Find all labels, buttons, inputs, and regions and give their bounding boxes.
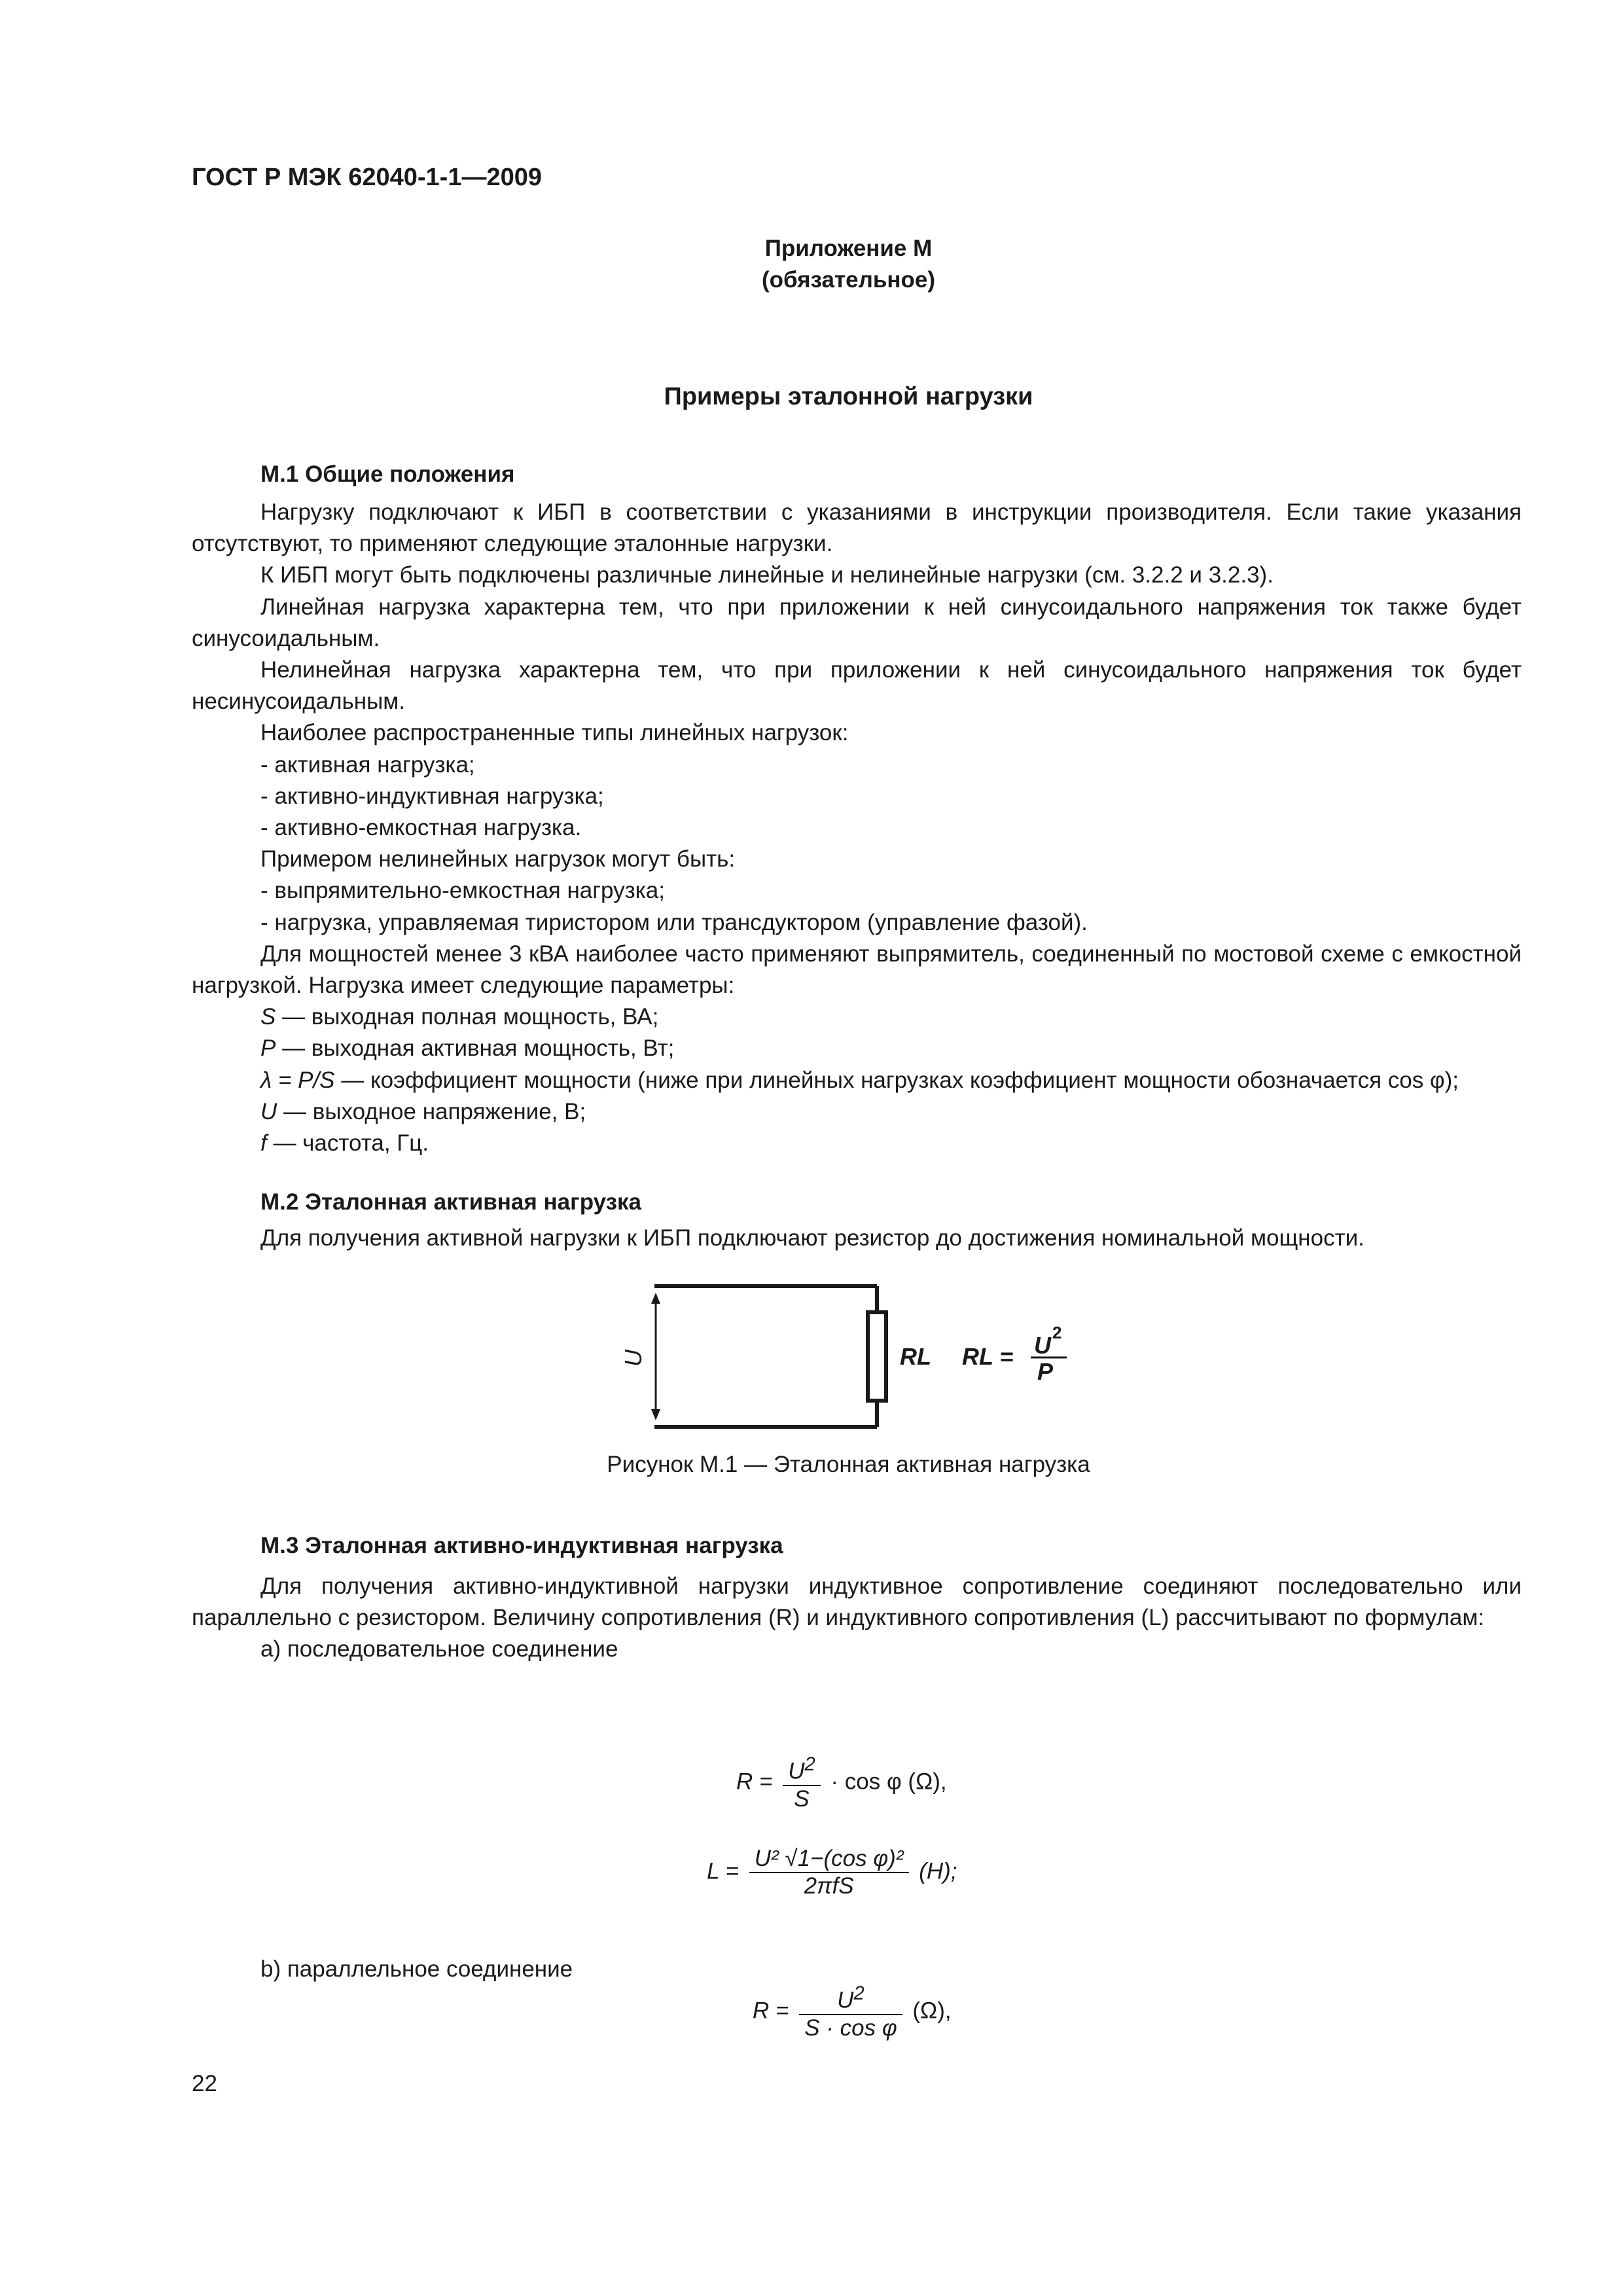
paragraph: Нагрузку подключают к ИБП в соответствии с указаниями в инструкции производителя. Если такие указания отсутствуют, то применяют следующие эталонные нагрузки. [192, 499, 1522, 557]
list-item: - активно-емкостная нагрузка. [260, 815, 582, 841]
formula-parallel-r [753, 1983, 952, 2041]
formula-rhs: · cos φ (Ω), [830, 1768, 947, 1795]
denominator: S [794, 1785, 810, 1812]
formula-lhs: L = [707, 1858, 739, 1884]
denominator: S · cos φ [804, 2015, 897, 2041]
paragraph: Наиболее распространенные типы линейных нагрузок: [260, 720, 849, 746]
section-m1-heading: М.1 Общие положения [260, 461, 515, 487]
list-item: - активно-индуктивная нагрузка; [260, 783, 604, 809]
numerator: $U^2$ [799, 1983, 902, 2015]
paragraph: Линейная нагрузка характерна тем, что при приложении к ней синусоидального напряжения ток также будет синусоидальным. [192, 594, 1522, 651]
param-item [192, 1001, 1522, 1033]
numerator: U² √1−(cos φ)² [749, 1846, 909, 1873]
arrow-head-bottom [651, 1409, 660, 1420]
formula-rhs: (Ω), [912, 1998, 952, 2024]
annex-line1: Приложение М [764, 236, 933, 261]
resistor [868, 1312, 886, 1401]
arrow-head-top [651, 1293, 660, 1304]
section-m2-heading: М.2 Эталонная активная нагрузка [260, 1189, 642, 1215]
param-text: — выходное напряжение, В; [277, 1098, 586, 1124]
formula-series-r [736, 1754, 947, 1812]
param-item [192, 1065, 1522, 1096]
formula-series-l [707, 1846, 957, 1899]
param-text: — частота, Гц. [266, 1130, 429, 1157]
list-item-b: b) параллельное соединение [260, 1956, 573, 1982]
param-item [192, 1096, 1522, 1128]
list-item: - активная нагрузка; [260, 751, 475, 778]
formula-denominator: P [1037, 1358, 1054, 1385]
paragraph: Для получения активной нагрузки к ИБП подключают резистор до достижения номинальной мощности. [260, 1225, 1364, 1251]
annex-title: Примеры эталонной нагрузки [664, 383, 1033, 410]
fraction [799, 1983, 902, 2041]
list-item: - нагрузка, управляемая тиристором или трансдуктором (управление фазой). [260, 909, 1088, 935]
formula-lhs: R = [736, 1768, 773, 1795]
formula-numerator: U [1034, 1332, 1051, 1359]
denominator: 2πfS [804, 1873, 854, 1899]
param-symbol: S [260, 1004, 276, 1030]
section-m1-body [192, 497, 1522, 1159]
circuit-diagram [615, 1276, 1073, 1440]
document-id: ГОСТ Р МЭК 62040-1-1—2009 [192, 164, 542, 191]
fraction [783, 1754, 821, 1812]
param-item [192, 1128, 1522, 1159]
resistor-label: RL [900, 1343, 931, 1370]
formula-lhs: RL = [962, 1343, 1014, 1370]
param-symbol: U [260, 1098, 277, 1124]
section-m3-heading: М.3 Эталонная активно-индуктивная нагрузка [260, 1533, 783, 1558]
numerator: $U^2$ [783, 1754, 821, 1786]
paragraph: Для получения активно-индуктивной нагрузки индуктивное сопротивление соединяют последовательно или параллельно с резистором. Величину сопротивления (R) и индуктивного сопротивления (L) рассчитывают по формулам: [192, 1573, 1522, 1631]
formula-lhs: R = [753, 1998, 789, 2024]
param-text: — выходная полная мощность, ВА; [276, 1004, 659, 1030]
param-symbol: λ = P/S [260, 1067, 335, 1093]
paragraph: Примером нелинейных нагрузок могут быть: [260, 846, 736, 872]
paragraph: К ИБП могут быть подключены различные линейные и нелинейные нагрузки (см. 3.2.2 и 3.2.3). [260, 562, 1274, 588]
figure-m1 [615, 1276, 1073, 1440]
section-m3-body [192, 1571, 1522, 1666]
list-item: - выпрямительно-емкостная нагрузка; [260, 878, 665, 904]
param-text: — выходная активная мощность, Вт; [276, 1035, 675, 1062]
page-number: 22 [192, 2071, 217, 2096]
fraction [749, 1846, 909, 1899]
section-m3-body-b [192, 1954, 1522, 1985]
param-text: — коэффициент мощности (ниже при линейных нагрузках коэффициент мощности обозначается cos φ); [334, 1067, 1459, 1093]
annex-heading [0, 233, 1623, 296]
section-m2-body [192, 1223, 1522, 1254]
param-symbol: f [260, 1130, 267, 1157]
list-item-a: a) последовательное соединение [260, 1636, 618, 1662]
figure-caption: Рисунок М.1 — Эталонная активная нагрузка [607, 1452, 1090, 1477]
paragraph: Для мощностей менее 3 кВА наиболее часто применяют выпрямитель, соединенный по мостовой схеме с емкостной нагрузкой. Нагрузка имеет следующие параметры: [192, 941, 1522, 999]
formula-rhs: (H); [919, 1858, 957, 1884]
param-symbol: P [260, 1035, 276, 1062]
paragraph: Нелинейная нагрузка характерна тем, что при приложении к ней синусоидального напряжения ток будет несинусоидальным. [192, 657, 1522, 715]
annex-line2: (обязательное) [761, 267, 935, 293]
param-item [192, 1033, 1522, 1064]
formula-exponent: 2 [1052, 1323, 1062, 1342]
voltage-label: U [620, 1350, 647, 1367]
